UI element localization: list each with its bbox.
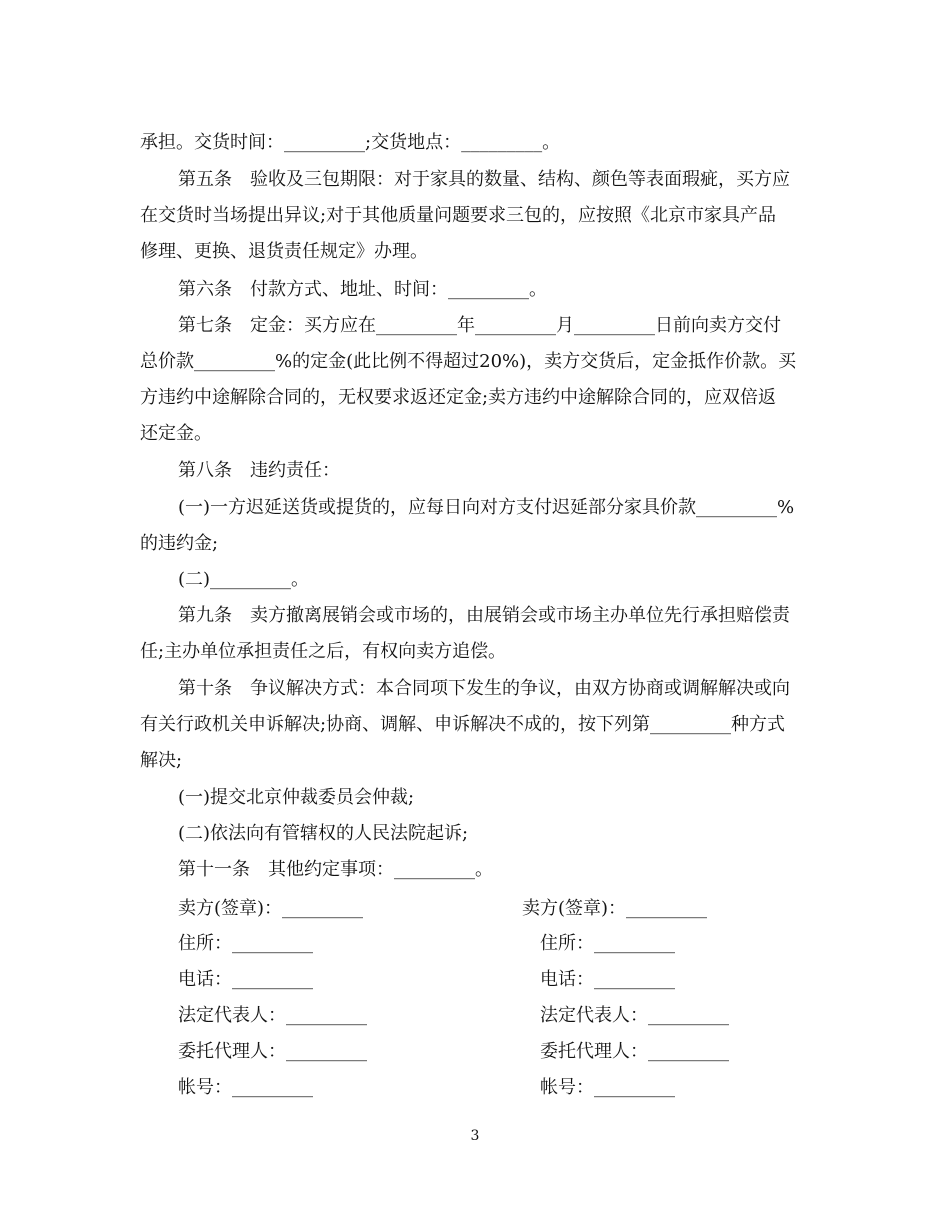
signature-seller-right: 卖方(签章)：_________ [522, 898, 708, 919]
clause-line: 承担。交货时间：_________;交货地点：_________。 [140, 132, 561, 153]
signature-address-right: 住所：_________ [540, 933, 675, 954]
page-number: 3 [470, 1128, 480, 1144]
clause-line: 第十条 争议解决方式：本合同项下发生的争议，由双方协商或调解解决或向 [178, 678, 790, 699]
clause-line: (二)依法向有管辖权的人民法院起诉; [178, 823, 469, 844]
signature-address-left: 住所：_________ [178, 933, 313, 954]
signature-seller-left: 卖方(签章)：_________ [178, 898, 364, 919]
clause-line: (一)一方迟延送货或提货的，应每日向对方支付迟延部分家具价款_________% [178, 497, 795, 518]
clause-line: 的违约金; [140, 533, 219, 554]
signature-legal-rep-right: 法定代表人：_________ [540, 1005, 729, 1026]
clause-line: (一)提交北京仲裁委员会仲裁; [178, 787, 415, 808]
clause-line: 第七条 定金：买方应在_________年_________月_________日前向卖方交付 [178, 315, 781, 336]
clause-line: 解决; [140, 750, 183, 771]
clause-line: 在交货时当场提出异议;对于其他质量问题要求三包的，应按照《北京市家具产品 [140, 205, 777, 226]
signature-agent-right: 委托代理人：_________ [540, 1041, 729, 1062]
clause-line: 有关行政机关申诉解决;协商、调解、申诉解决不成的，按下列第_________种方式 [140, 714, 786, 735]
clause-line: 第九条 卖方撤离展销会或市场的，由展销会或市场主办单位先行承担赔偿责 [178, 605, 790, 626]
signature-legal-rep-left: 法定代表人：_________ [178, 1005, 367, 1026]
signature-account-right: 帐号：_________ [540, 1077, 675, 1098]
clause-line: (二)_________。 [178, 569, 310, 590]
clause-line: 第八条 违约责任： [178, 460, 340, 481]
signature-agent-left: 委托代理人：_________ [178, 1041, 367, 1062]
clause-line: 修理、更换、退货责任规定》办理。 [140, 241, 428, 262]
signature-phone-left: 电话：_________ [178, 969, 313, 990]
clause-line: 方违约中途解除合同的，无权要求返还定金;卖方违约中途解除合同的，应双倍返 [140, 387, 777, 408]
clause-line: 任;主办单位承担责任之后，有权向卖方追偿。 [140, 641, 507, 662]
clause-line: 第六条 付款方式、地址、时间：_________。 [178, 279, 547, 300]
clause-line: 第十一条 其他约定事项：_________。 [178, 859, 493, 880]
clause-line: 还定金。 [140, 423, 212, 444]
clause-line: 总价款_________%的定金(此比例不得超过20%)，卖方交货后，定金抵作价款。买 [140, 351, 797, 372]
signature-phone-right: 电话：_________ [540, 969, 675, 990]
clause-line: 第五条 验收及三包期限：对于家具的数量、结构、颜色等表面瑕疵，买方应 [178, 169, 790, 190]
signature-account-left: 帐号：_________ [178, 1077, 313, 1098]
